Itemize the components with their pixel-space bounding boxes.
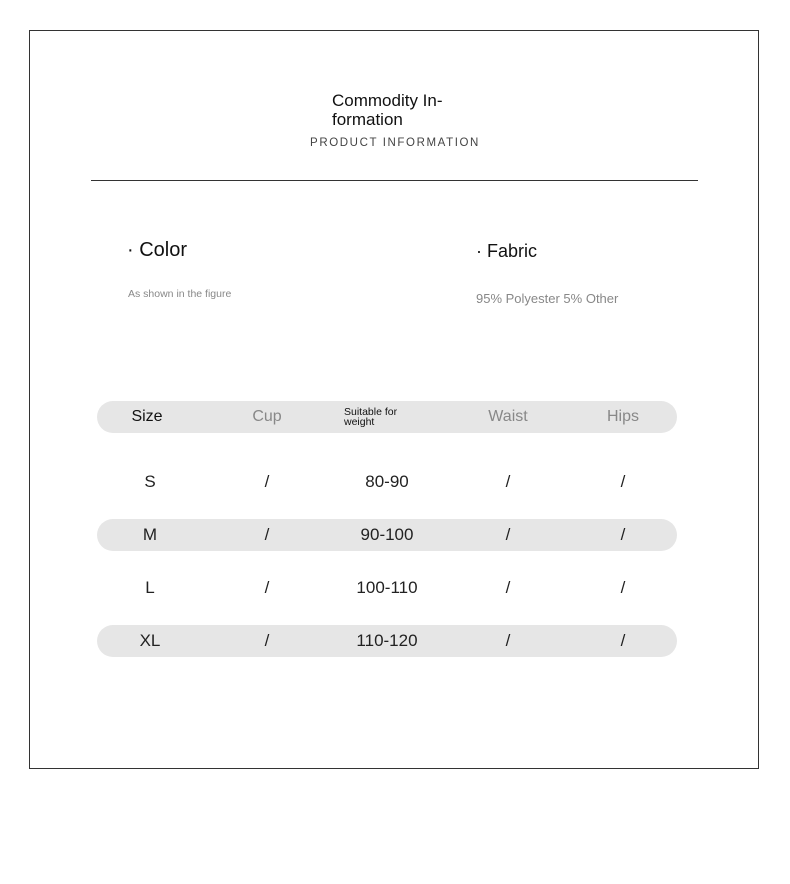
table-row xyxy=(97,572,677,604)
table-row xyxy=(97,466,677,498)
cup-cell: / xyxy=(264,472,270,491)
size-cell: M xyxy=(142,525,158,544)
table-row xyxy=(97,519,677,551)
page-subtitle: PRODUCT INFORMATION xyxy=(310,137,480,149)
header-size: Size xyxy=(131,408,163,425)
cup-cell: / xyxy=(264,631,270,650)
weight-cell: 100-110 xyxy=(356,578,418,597)
divider xyxy=(91,180,698,181)
header-hips: Hips xyxy=(606,408,639,425)
color-attribute xyxy=(127,239,232,300)
hips-cell: / xyxy=(620,472,626,491)
fabric-value: 95% Polyester 5% Other xyxy=(476,291,619,306)
color-value: As shown in the figure xyxy=(128,288,232,300)
cup-cell: / xyxy=(264,578,270,597)
waist-cell: / xyxy=(505,578,511,597)
header-cup: Cup xyxy=(252,408,282,425)
waist-cell: / xyxy=(505,472,511,491)
hips-cell: / xyxy=(620,631,626,650)
table-row xyxy=(97,625,677,657)
hips-cell: / xyxy=(620,578,626,597)
hips-cell: / xyxy=(620,525,626,544)
header-waist: Waist xyxy=(488,408,528,425)
waist-cell: / xyxy=(505,525,511,544)
weight-cell: 110-120 xyxy=(356,631,418,650)
product-info-card xyxy=(29,30,759,769)
color-label: · Color xyxy=(127,239,188,261)
fabric-attribute xyxy=(476,241,619,306)
size-cell: L xyxy=(145,578,155,597)
waist-cell: / xyxy=(505,631,511,650)
header-weight: Suitable for weight xyxy=(344,406,398,428)
size-cell: XL xyxy=(139,631,161,650)
weight-cell: 90-100 xyxy=(360,525,414,544)
weight-cell: 80-90 xyxy=(365,472,409,491)
size-table-header xyxy=(97,401,677,433)
size-cell: S xyxy=(144,472,156,491)
fabric-label: · Fabric xyxy=(476,241,538,261)
page-title: Commodity In- formation xyxy=(332,91,443,129)
cup-cell: / xyxy=(264,525,270,544)
